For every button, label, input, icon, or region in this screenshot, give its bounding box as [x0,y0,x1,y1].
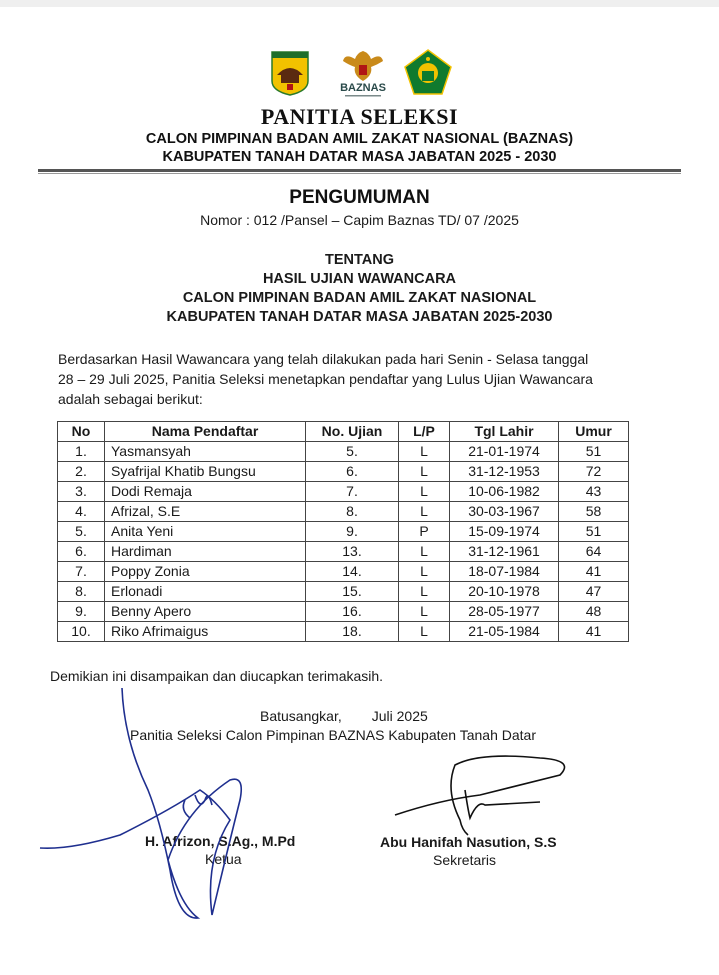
cell-tgl-lahir: 10-06-1982 [450,482,559,502]
table-row [58,562,629,582]
cell-no: 9. [58,602,105,622]
cell-umur: 41 [559,562,629,582]
table-row [58,482,629,502]
body-line-1: Berdasarkan Hasil Wawancara yang telah dilakukan pada hari Senin - Selasa tanggal [58,351,589,367]
cell-no-ujian: 9. [306,522,399,542]
cell-lp: L [399,542,450,562]
table-row [58,502,629,522]
table-row [58,542,629,562]
cell-no: 6. [58,542,105,562]
cell-no: 4. [58,502,105,522]
table-row [58,522,629,542]
body-line-3: adalah sebagai berikut: [58,391,203,407]
cell-nama: Yasmansyah [105,442,306,462]
cell-no: 8. [58,582,105,602]
cell-nama: Poppy Zonia [105,562,306,582]
cell-tgl-lahir: 28-05-1977 [450,602,559,622]
cell-umur: 51 [559,442,629,462]
cell-nama: Anita Yeni [105,522,306,542]
cell-tgl-lahir: 31-12-1961 [450,542,559,562]
cell-tgl-lahir: 18-07-1984 [450,562,559,582]
cell-umur: 43 [559,482,629,502]
cell-nama: Benny Apero [105,602,306,622]
header-nama: Nama Pendaftar [105,422,306,442]
cell-lp: L [399,442,450,462]
cell-no: 3. [58,482,105,502]
header-tgl-lahir: Tgl Lahir [450,422,559,442]
cell-tgl-lahir: 21-05-1984 [450,622,559,642]
cell-no-ujian: 7. [306,482,399,502]
subject-line-2: CALON PIMPINAN BADAN AMIL ZAKAT NASIONAL [182,290,537,306]
cell-lp: L [399,502,450,522]
committee-title: PANITIA SELEKSI [260,104,459,129]
cell-umur: 58 [559,502,629,522]
cell-no-ujian: 8. [306,502,399,522]
body-paragraph [58,349,658,409]
ketua-role: Ketua [205,851,242,867]
cell-no: 7. [58,562,105,582]
header-umur: Umur [559,422,629,442]
cell-no-ujian: 5. [306,442,399,462]
cell-lp: L [399,602,450,622]
cell-lp: L [399,482,450,502]
table-row [58,602,629,622]
cell-no: 5. [58,522,105,542]
cell-no-ujian: 6. [306,462,399,482]
place-date [260,708,428,724]
cell-nama: Dodi Remaja [105,482,306,502]
cell-tgl-lahir: 21-01-1974 [450,442,559,462]
cell-nama: Syafrijal Khatib Bungsu [105,462,306,482]
cell-no-ujian: 15. [306,582,399,602]
results-table [57,421,629,642]
cell-nama: Afrizal, S.E [105,502,306,522]
cell-umur: 41 [559,622,629,642]
cell-no-ujian: 18. [306,622,399,642]
cell-umur: 72 [559,462,629,482]
body-line-2: 28 – 29 Juli 2025, Panitia Seleksi menetapkan pendaftar yang Lulus Ujian Wawancara [58,371,593,387]
cell-nama: Erlonadi [105,582,306,602]
committee-subtitle-1: CALON PIMPINAN BADAN AMIL ZAKAT NASIONAL (BAZNAS) [145,131,574,147]
header-lp: L/P [399,422,450,442]
cell-lp: L [399,582,450,602]
cell-lp: L [399,562,450,582]
table-row [58,582,629,602]
top-bar [0,0,719,7]
committee-name: Panitia Seleksi Calon Pimpinan BAZNAS Kabupaten Tanah Datar [130,727,536,743]
cell-no-ujian: 14. [306,562,399,582]
cell-no: 2. [58,462,105,482]
cell-umur: 51 [559,522,629,542]
place: Batusangkar, [260,708,342,724]
committee-subtitle-2: KABUPATEN TANAH DATAR MASA JABATAN 2025 - 2030 [162,149,557,165]
announcement-number: Nomor : 012 /Pansel – Capim Baznas TD/ 07 /2025 [200,212,519,228]
header-no: No [58,422,105,442]
date: Juli 2025 [371,708,428,724]
subject-line-1: HASIL UJIAN WAWANCARA [262,271,457,287]
header-divider [38,169,681,172]
tanah-datar-emblem [271,51,309,96]
cell-umur: 47 [559,582,629,602]
baznas-logo [335,47,391,101]
sekretaris-role: Sekretaris [433,852,497,868]
cell-tgl-lahir: 30-03-1967 [450,502,559,522]
cell-lp: P [399,522,450,542]
subject-line-3: KABUPATEN TANAH DATAR MASA JABATAN 2025-2030 [166,309,553,325]
table-row [58,622,629,642]
cell-lp: L [399,462,450,482]
cell-nama: Riko Afrimaigus [105,622,306,642]
cell-tgl-lahir: 20-10-1978 [450,582,559,602]
cell-no: 10. [58,622,105,642]
cell-no: 1. [58,442,105,462]
closing-text: Demikian ini disampaikan dan diucapkan terimakasih. [50,668,384,684]
cell-umur: 64 [559,542,629,562]
header-no-ujian: No. Ujian [306,422,399,442]
cell-tgl-lahir: 15-09-1974 [450,522,559,542]
table-row [58,462,629,482]
cell-tgl-lahir: 31-12-1953 [450,462,559,482]
cell-umur: 48 [559,602,629,622]
table-header-row [58,422,629,442]
baznas-logo-text: BAZNAS [340,82,386,94]
kemenag-emblem [404,49,452,95]
table-row [58,442,629,462]
tentang-label: TENTANG [324,252,394,268]
announcement-heading: PENGUMUMAN [289,187,430,208]
cell-no-ujian: 13. [306,542,399,562]
header-divider-thin [38,173,681,174]
cell-nama: Hardiman [105,542,306,562]
cell-no-ujian: 16. [306,602,399,622]
sekretaris-name: Abu Hanifah Nasution, S.S [380,834,557,850]
ketua-name: H. Afrizon, S.Ag., M.Pd [145,833,296,849]
cell-lp: L [399,622,450,642]
